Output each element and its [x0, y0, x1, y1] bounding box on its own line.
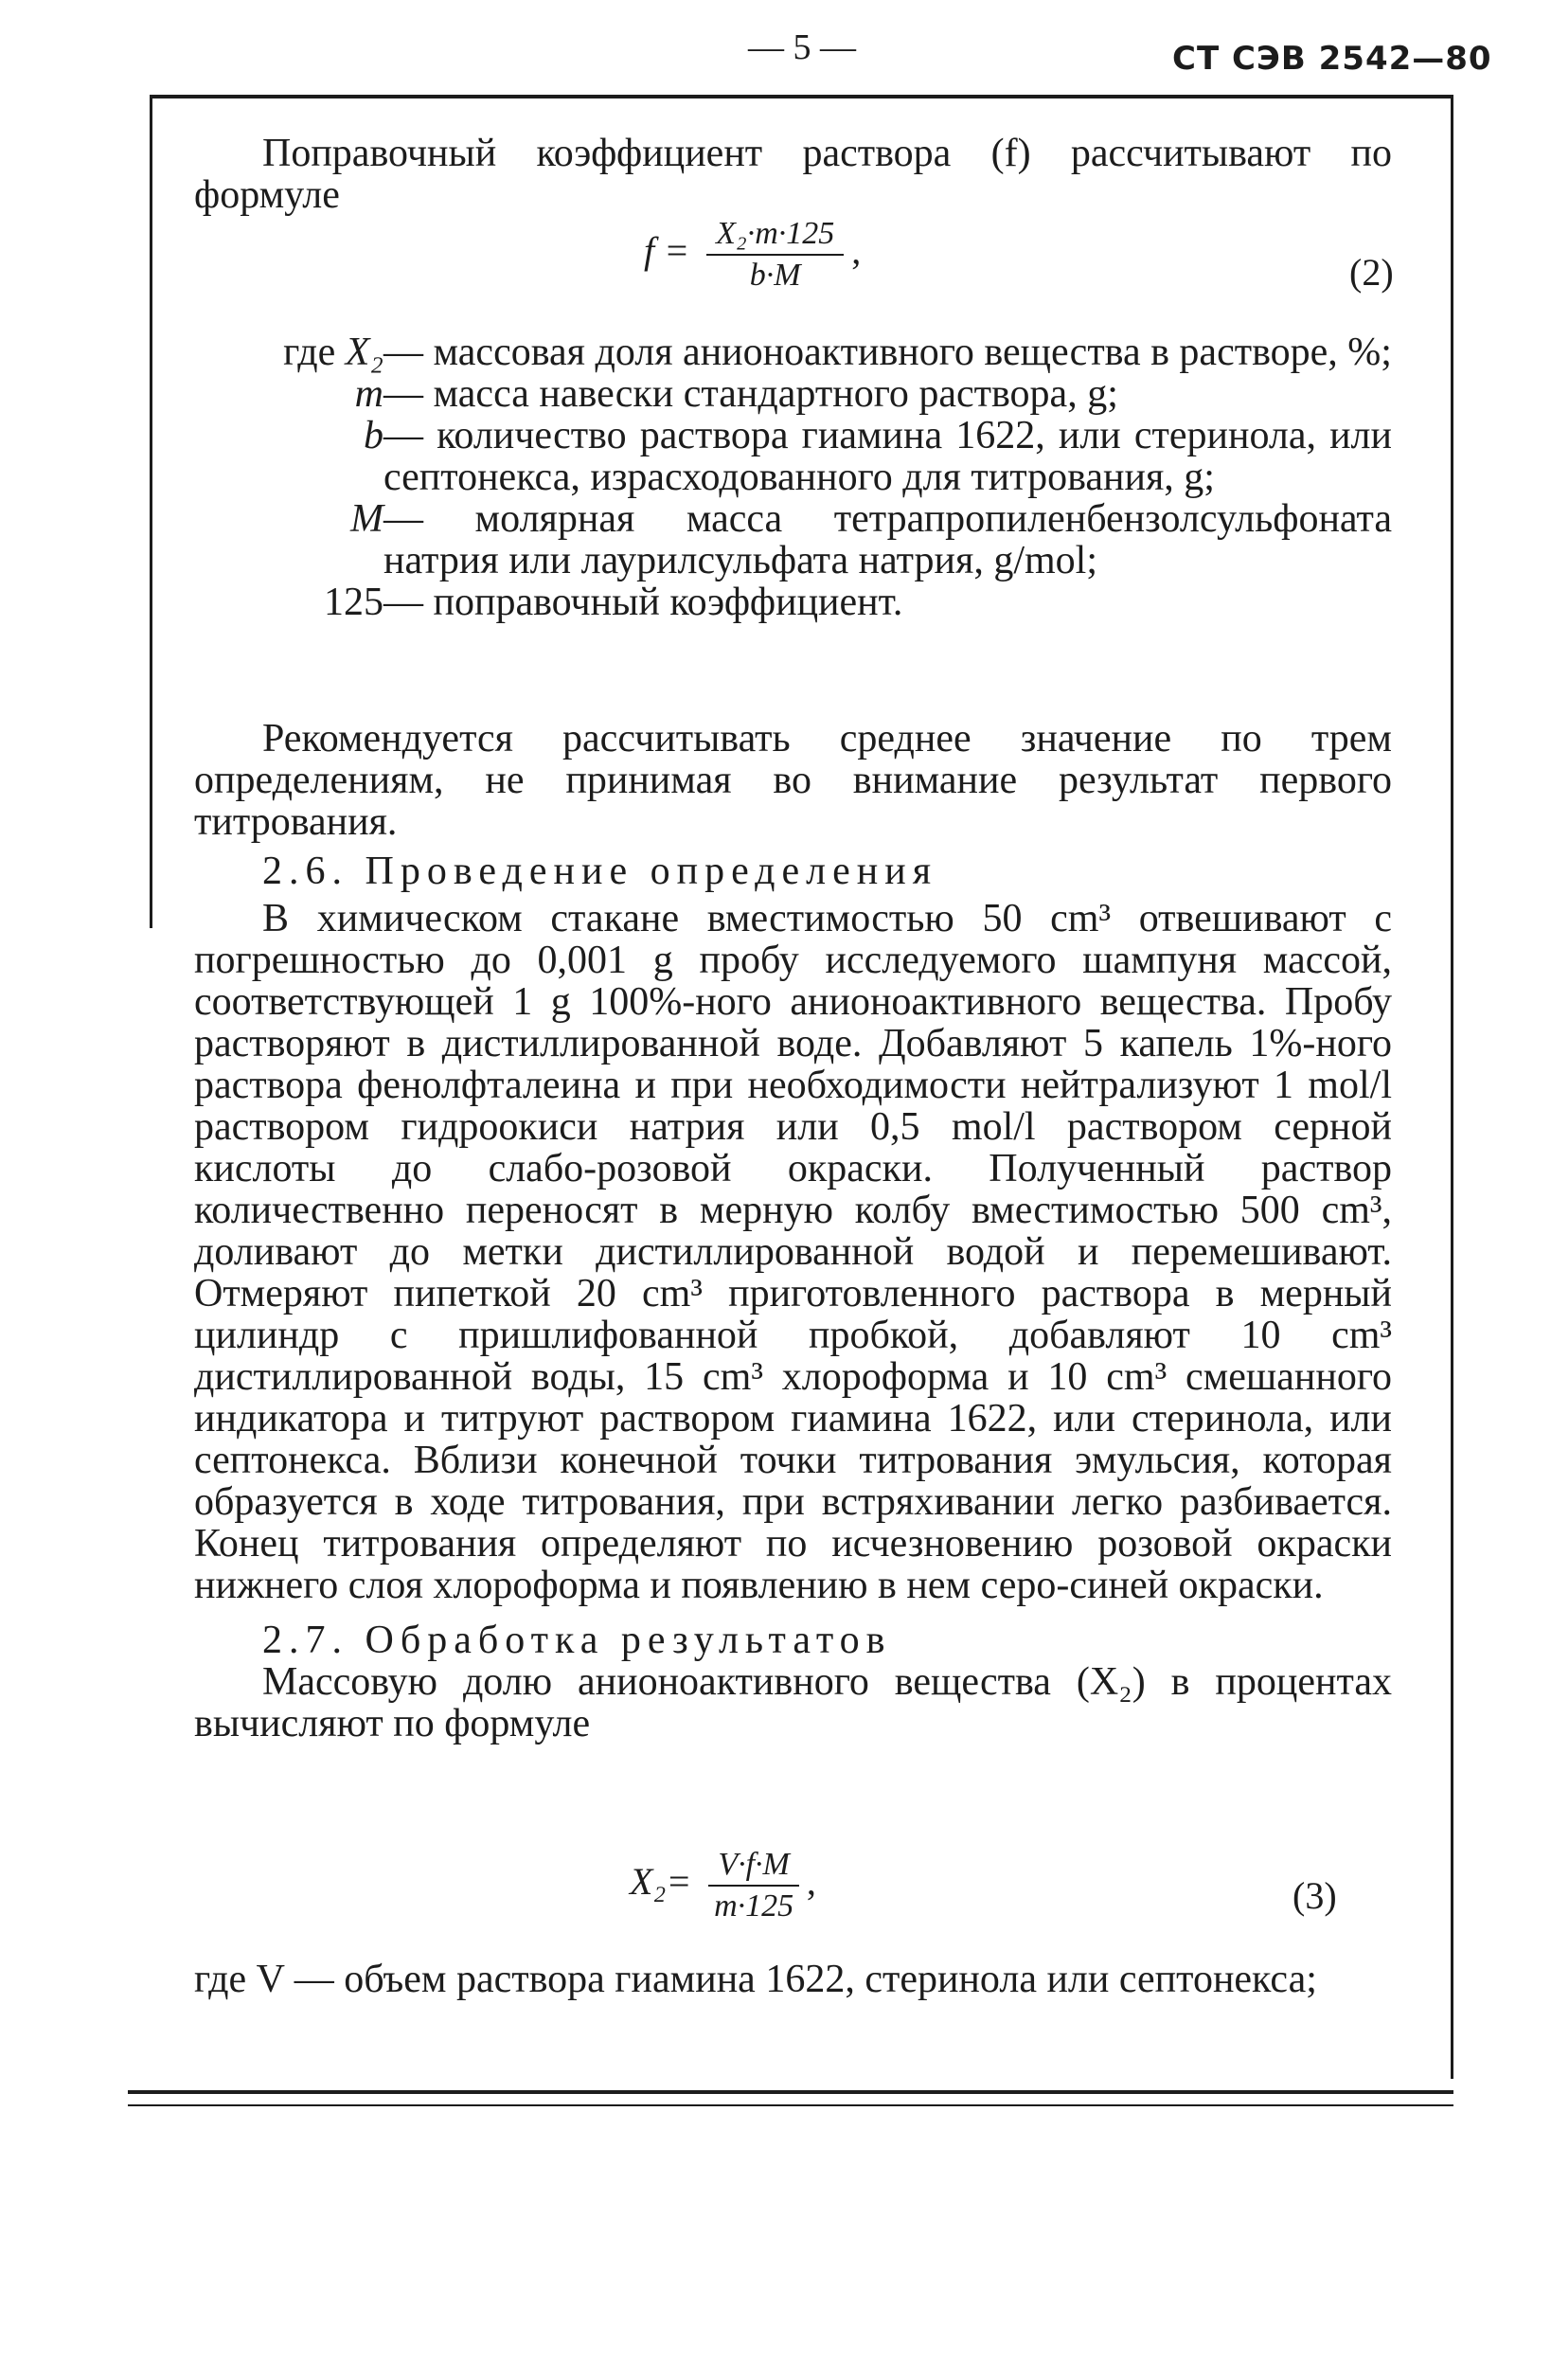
frame-bottom-rule-2 — [128, 2104, 1453, 2106]
formula-2-denominator: b·M — [749, 258, 801, 293]
section-2-7-paragraph: Массовую долю анионоактивного вещества (X₂) в процентах вычисляют по формуле — [194, 1660, 1392, 1745]
variable-row — [194, 331, 1392, 373]
formula-2-tail: , — [851, 229, 862, 273]
frame-bottom-rule — [128, 2090, 1453, 2094]
formula-3-numerator: V·f·M — [708, 1847, 799, 1887]
variable-row — [194, 373, 1392, 415]
variable-symbol-b: b — [364, 414, 383, 457]
where-label: где — [283, 331, 336, 374]
variable-symbol-m: m — [354, 372, 383, 416]
intro-block — [194, 133, 1392, 216]
final-block — [194, 1959, 1392, 2000]
formula-2-lhs: f = — [644, 229, 690, 273]
formula-3-fraction — [708, 1847, 799, 1924]
page-number: — 5 — — [748, 27, 856, 67]
variables-list — [194, 331, 1392, 623]
variable-symbol-125: 125 — [324, 581, 383, 624]
frame-left-rule — [150, 95, 152, 928]
formula-2-number: (2) — [1349, 251, 1394, 294]
formula-2-numerator: X₂·m·125 — [706, 216, 844, 256]
intro-paragraph: Поправочный коэффициент раствора (f) рассчитывают по формуле — [194, 132, 1392, 217]
body-text — [194, 718, 1392, 1745]
recommend-paragraph: Рекомендуется рассчитывать среднее значение по трем определениям, не принимая во внимание результат первого титрования. — [194, 717, 1392, 844]
final-where-paragraph: где V — объем раствора гиамина 1622, стеринола или септонекса; — [194, 1958, 1317, 2001]
variable-symbol-M: M — [350, 497, 383, 541]
section-2-6-title: 2.6. Проведение определения — [262, 850, 938, 893]
variable-row — [194, 498, 1392, 582]
section-2-7-title: 2.7. Обработка результатов — [262, 1619, 892, 1662]
variable-row — [194, 582, 1392, 623]
variable-symbol-x2: где X₂ — [283, 331, 383, 374]
formula-3-lhs: X₂= — [630, 1860, 692, 1904]
frame-right-rule — [1451, 95, 1453, 2079]
frame-top-rule — [152, 95, 1453, 98]
variable-row — [194, 415, 1392, 498]
variable-definition: — масса навески стандартного раствора, g; — [383, 372, 1118, 416]
variable-definition: — массовая доля анионоактивного вещества в растворе, %; — [383, 331, 1392, 374]
formula-3-tail: , — [806, 1860, 816, 1904]
formula-3-denominator: m·125 — [714, 1888, 794, 1924]
formula-3 — [630, 1847, 816, 1924]
section-2-6-paragraph: В химическом стакане вместимостью 50 cm³ отвешивают с погрешностью до 0,001 g пробу исследуемого шампуня массой, соответствующей 1 g 100%-ного анионоактивного вещества. Пробу растворяют в дистиллированной воде. Добавляют 5 капель 1%-ного раствора фенолфталеина и при необходимости нейтрализуют 1 mol/l раствором гидроокиси натрия или 0,5 mol/l раствором серной кислоты до слабо-розовой окраски. Полученный раствор количественно переносят в мерную колбу вместимостью 500 cm³, доливают до метки дистиллированной водой и перемешивают. Отмеряют пипеткой 20 cm³ приготовленного раствора в мерный цилиндр с пришлифованной пробкой, добавляют 10 cm³ дистиллированной воды, 15 cm³ хлороформа и 10 cm³ смешанного индикатора и титруют раствором гиамина 1622, или стеринола, или септонекса. Вблизи конечной точки титрования эмульсия, которая образуется в ходе титрования, при встряхивании легко разбивается. Конец титрования определяют по исчезновению розовой окраски нижнего слоя хлороформа и появлению в нем серо-синей окраски. — [194, 897, 1392, 1607]
variable-definition: — молярная масса тетрапропиленбензолсульфоната натрия или лаурилсульфата натрия, g/mol; — [383, 497, 1392, 582]
variable-definition: — количество раствора гиамина 1622, или стеринола, или септонекса, израсходованного для титрования, g; — [383, 414, 1392, 499]
variable-definition: — поправочный коэффициент. — [383, 581, 903, 624]
document-number: СТ СЭВ 2542—80 — [1172, 40, 1492, 78]
formula-2-fraction — [706, 216, 844, 294]
formula-2 — [644, 216, 861, 294]
formula-3-number: (3) — [1292, 1874, 1337, 1917]
